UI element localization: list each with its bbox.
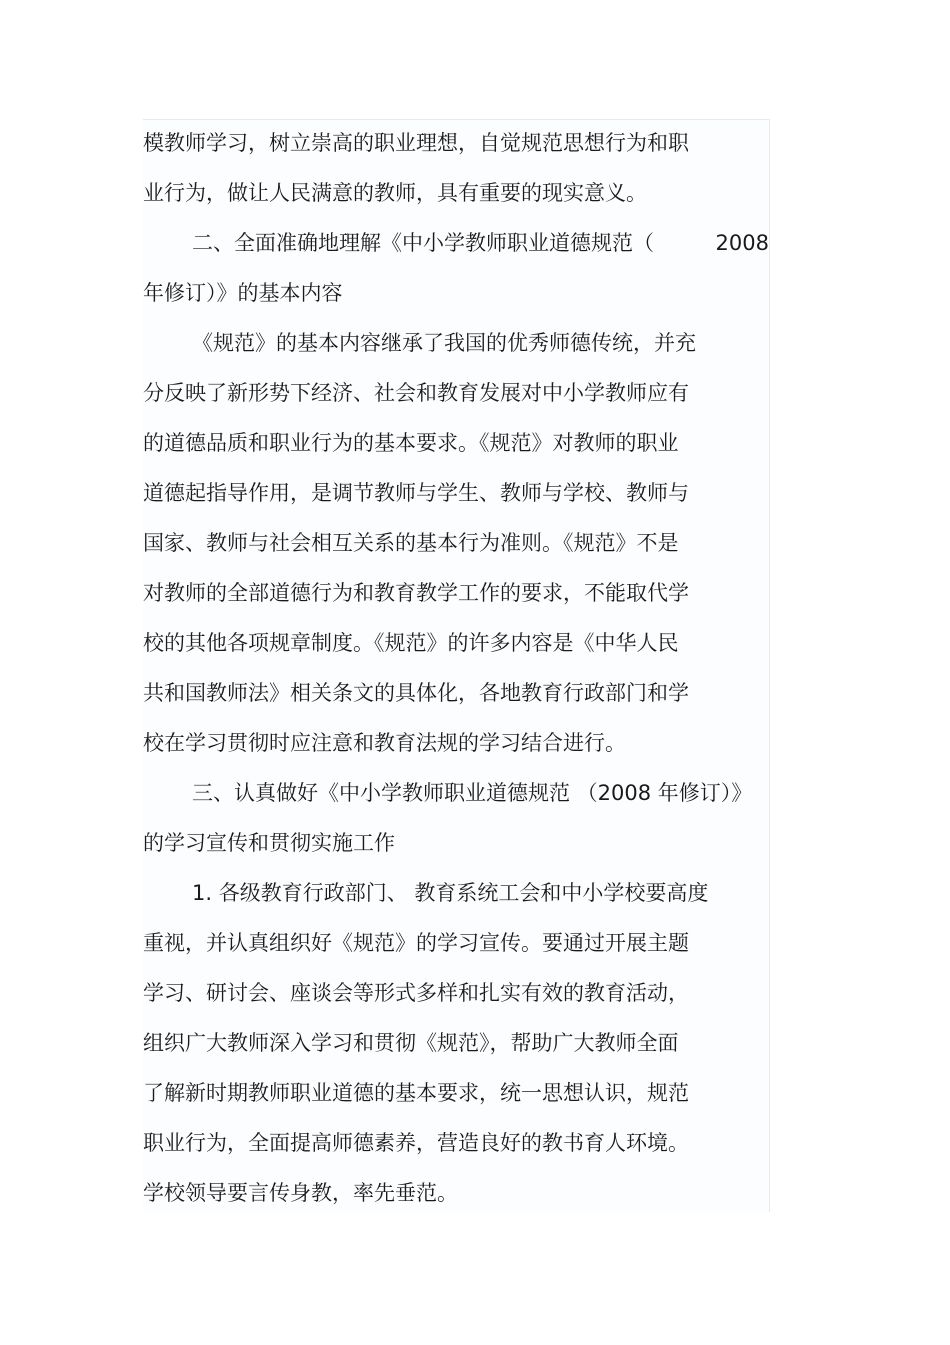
text-line-16: 1. 各级教育行政部门、 教育系统工会和中小学校要高度	[192, 881, 709, 905]
text-line-11: 校的其他各项规章制度。《规范》的许多内容是《中华人民	[143, 631, 679, 655]
text-line-9: 国家、教师与社会相互关系的基本行为准则。《规范》不是	[143, 531, 679, 555]
text-line-6: 分反映了新形势下经济、社会和教育发展对中小学教师应有	[143, 381, 689, 405]
text-line-18: 学习、研讨会、座谈会等形式多样和扎实有效的教育活动，	[143, 981, 689, 1005]
text-line-7: 的道德品质和职业行为的基本要求。《规范》对教师的职业	[143, 431, 679, 455]
section-heading-2	[143, 218, 769, 268]
text-line-13: 校在学习贯彻时应注意和教育法规的学习结合进行。	[143, 731, 626, 755]
text-line-8: 道德起指导作用，是调节教师与学生、教师与学校、教师与	[143, 481, 689, 505]
section-heading-3: 三、认真做好《中小学教师职业道德规范 （2008 年修订）》	[192, 781, 753, 805]
text-line-12: 共和国教师法》相关条文的具体化，各地教育行政部门和学	[143, 681, 689, 705]
text-line-15: 的学习宣传和贯彻实施工作	[143, 831, 395, 855]
text-line-2: 业行为，做让人民满意的教师，具有重要的现实意义。	[143, 181, 647, 205]
text-line-1: 模教师学习，树立崇高的职业理想，自觉规范思想行为和职	[143, 131, 689, 155]
text-line-4: 年修订）》的基本内容	[143, 281, 343, 305]
section-heading-2-text: 二、全面准确地理解《中小学教师职业道德规范（	[192, 231, 654, 255]
document-page	[143, 119, 770, 1212]
text-line-5: 《规范》的基本内容继承了我国的优秀师德传统，并充	[192, 331, 696, 355]
text-line-10: 对教师的全部道德行为和教育教学工作的要求，不能取代学	[143, 581, 689, 605]
text-line-22: 学校领导要言传身教，率先垂范。	[143, 1181, 458, 1205]
text-line-19: 组织广大教师深入学习和贯彻《规范》，帮助广大教师全面	[143, 1031, 679, 1055]
text-line-20: 了解新时期教师职业道德的基本要求，统一思想认识，规范	[143, 1081, 689, 1105]
text-line-21: 职业行为，全面提高师德素养，营造良好的教书育人环境。	[143, 1131, 689, 1155]
section-heading-2-year: 2008	[715, 231, 769, 255]
text-line-17: 重视，并认真组织好《规范》的学习宣传。要通过开展主题	[143, 931, 689, 955]
